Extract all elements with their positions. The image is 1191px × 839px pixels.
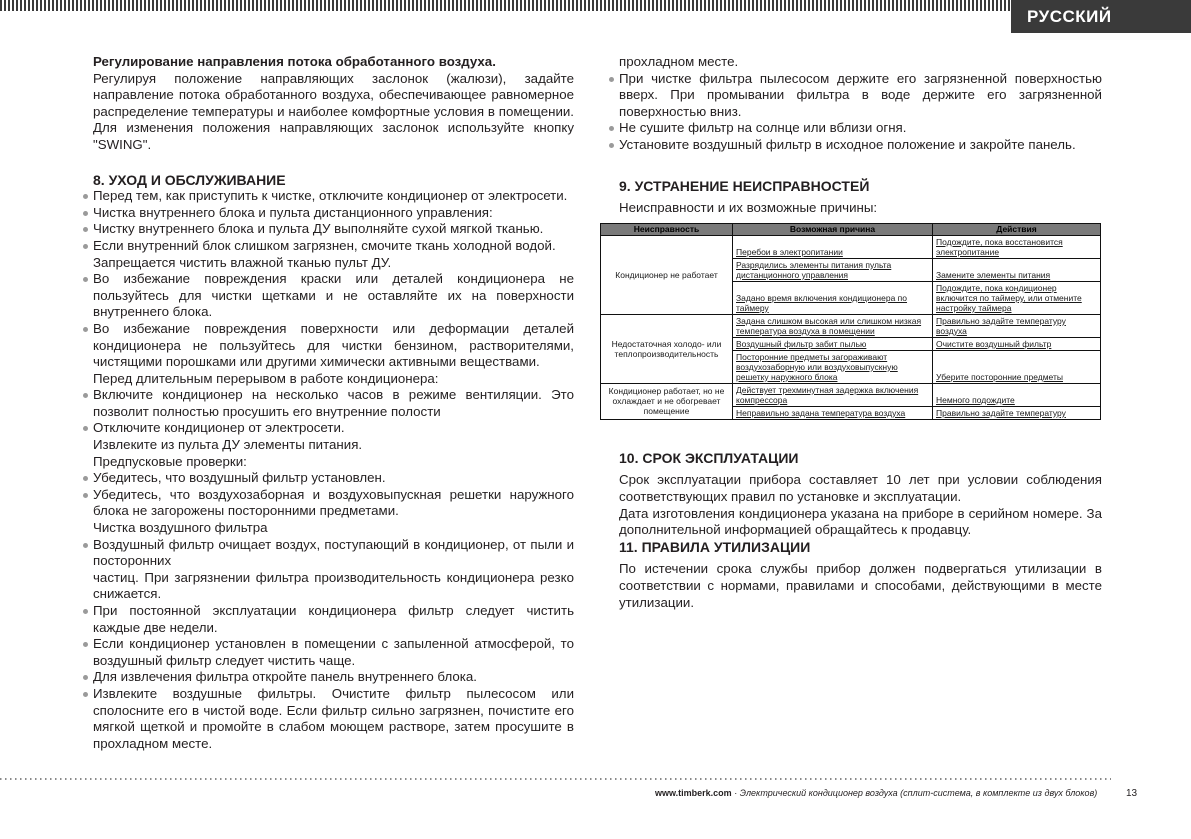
service-life-heading: 10. СРОК ЭКСПЛУАТАЦИИ bbox=[619, 449, 799, 466]
list-text: Чистка воздушного фильтра bbox=[93, 520, 268, 536]
cause-cell: Задана слишком высокая или слишком низкая температура воздуха в помещении bbox=[733, 314, 933, 337]
list-item: Для извлечения фильтра откройте панель внутреннего блока. bbox=[93, 669, 574, 686]
disposal-text: По истечении срока службы прибор должен подвергаться утилизации в соответствии с нормами, правилами и способами, действующими в месте утилизации. bbox=[619, 561, 1102, 610]
cause-cell: Задано время включения кондиционера по таймеру bbox=[733, 281, 933, 314]
list-item: Во избежание повреждения поверхности или деформации деталей кондиционера не пользуйтесь для чистки бензином, растворителями, чистящими порошками или другими химически активными веществами. bbox=[93, 320, 574, 370]
disposal-heading: 11. ПРАВИЛА УТИЛИЗАЦИИ bbox=[619, 538, 811, 555]
cause-cell: Посторонние предметы загораживают воздухозаборную или воздуховыпускную решетку наружного блока bbox=[733, 350, 933, 383]
list-item: Чистку внутреннего блока и пульта ДУ выполняйте сухой мягкой тканью. bbox=[93, 221, 574, 238]
list-item: Установите воздушный фильтр в исходное положение и закройте панель. bbox=[619, 137, 1102, 154]
symptom-cell: Кондиционер работает, но не охлаждает и не обогревает помещение bbox=[601, 383, 733, 419]
left-column bbox=[93, 54, 574, 752]
filter-care-list bbox=[619, 71, 1102, 154]
table-header-cell: Действия bbox=[933, 223, 1101, 235]
list-item: Чистка внутреннего блока и пульта дистанционного управления: bbox=[93, 205, 574, 222]
action-cell: Уберите посторонние предметы bbox=[933, 350, 1101, 383]
list-item: Если внутренний блок слишком загрязнен, смочите ткань холодной водой. bbox=[93, 238, 574, 255]
symptom-cell: Недостаточная холодо- или теплопроизводительность bbox=[601, 314, 733, 383]
list-item: Отключите кондиционер от электросети. bbox=[93, 420, 574, 437]
action-cell: Подождите, пока восстановится электропитание bbox=[933, 235, 1101, 258]
action-cell: Подождите, пока кондиционер включится по таймеру, или отмените настройку таймера bbox=[933, 281, 1101, 314]
continuation-text: прохладном месте. bbox=[619, 54, 739, 69]
symptom-cell: Кондиционер не работает bbox=[601, 235, 733, 314]
table-row bbox=[601, 383, 1101, 406]
header-stripe bbox=[0, 0, 1011, 11]
action-cell: Замените элементы питания bbox=[933, 258, 1101, 281]
cause-cell: Действует трехминутная задержка включения компрессора bbox=[733, 383, 933, 406]
list-item: Извлеките воздушные фильтры. Очистите фильтр пылесосом или сполосните его в чистой воде. Если фильтр сильно загрязнен, почистите его мягкой щеткой и промойте в слабом моющем растворе, затем просушите в прохладном месте. bbox=[93, 685, 574, 751]
table-row bbox=[601, 235, 1101, 258]
cause-cell: Воздушный фильтр забит пылью bbox=[733, 337, 933, 350]
cause-cell: Перебои в электропитании bbox=[733, 235, 933, 258]
action-cell: Немного подождите bbox=[933, 383, 1101, 406]
list-item: При постоянной эксплуатации кондиционера фильтр следует чистить каждые две недели. bbox=[93, 603, 574, 635]
action-cell: Правильно задайте температуру воздуха bbox=[933, 314, 1101, 337]
list-item: Перед тем, как приступить к чистке, отключите кондиционер от электросети. bbox=[93, 188, 574, 205]
airflow-paragraph: Регулируя положение направляющих заслонок (жалюзи), задайте направление потока обработанного воздуха, обеспечивающее равномерное распределение температуры и наиболее комфортные условия в помещении. Для изменения положения направляющих заслонок используйте кнопку "SWING". bbox=[93, 70, 574, 152]
right-column bbox=[608, 54, 1102, 611]
action-cell: Очистите воздушный фильтр bbox=[933, 337, 1101, 350]
product-description: · Электрический кондиционер воздуха (сплит-система, в комплекте из двух блоков) bbox=[734, 788, 1098, 798]
list-item: Убедитесь, что воздушный фильтр установлен. bbox=[93, 470, 574, 487]
table-header-cell: Неисправность bbox=[601, 223, 733, 235]
cause-cell: Разрядились элементы питания пульта дистанционного управления bbox=[733, 258, 933, 281]
list-item: Если кондиционер установлен в помещении с запыленной атмосферой, то воздушный фильтр следует чистить чаще. bbox=[93, 636, 574, 668]
footer-divider bbox=[0, 778, 1111, 780]
troubleshooting-intro: Неисправности и их возможные причины: bbox=[619, 200, 878, 216]
list-text: Извлеките из пульта ДУ элементы питания. bbox=[93, 437, 363, 453]
list-item: При чистке фильтра пылесосом держите его загрязненной поверхностью вверх. При промывании фильтра в воде держите его загрязненной поверхностью вниз. bbox=[619, 70, 1102, 119]
troubleshooting-table bbox=[600, 223, 1101, 420]
list-item: Включите кондиционер на несколько часов в режиме вентиляции. Это позволит полностью просушить его внутренние полости bbox=[93, 387, 574, 419]
list-text: частиц. При загрязнении фильтра производительность кондиционера резко снижается. bbox=[93, 569, 574, 602]
maintenance-heading: 8. УХОД И ОБСЛУЖИВАНИЕ bbox=[93, 171, 286, 188]
manufacture-date-text: Дата изготовления кондиционера указана на приборе в серийном номере. За дополнительной информацией обращайтесь к продавцу. bbox=[619, 505, 1102, 538]
cause-cell: Неправильно задана температура воздуха bbox=[733, 406, 933, 419]
list-text: Перед длительным перерывом в работе кондиционера: bbox=[93, 370, 439, 386]
service-life-text: Срок эксплуатации прибора составляет 10 лет при условии соблюдения соответствующих правил по установке и эксплуатации. bbox=[619, 472, 1102, 504]
list-item: Воздушный фильтр очищает воздух, поступающий в кондиционер, от пыли и посторонних bbox=[93, 536, 574, 569]
troubleshooting-heading: 9. УСТРАНЕНИЕ НЕИСПРАВНОСТЕЙ bbox=[619, 177, 870, 194]
airflow-heading: Регулирование направления потока обработанного воздуха. bbox=[93, 54, 496, 69]
action-cell: Правильно задайте температуру bbox=[933, 406, 1101, 419]
footer-text bbox=[655, 788, 1097, 798]
language-label: РУССКИЙ bbox=[1011, 0, 1191, 33]
table-row bbox=[601, 314, 1101, 337]
list-text: Предпусковые проверки: bbox=[93, 453, 247, 469]
website-link[interactable]: www.timberk.com bbox=[655, 788, 732, 798]
list-item: Во избежание повреждения краски или деталей кондиционера не пользуйтесь для чистки щетками и не оставляйте их на поверхности внутреннего блока. bbox=[93, 271, 574, 320]
table-header-cell: Возможная причина bbox=[733, 223, 933, 235]
maintenance-list bbox=[93, 188, 574, 752]
list-item: Убедитесь, что воздухозаборная и воздуховыпускная решетки наружного блока не загорожены посторонними предметами. bbox=[93, 486, 574, 519]
table-header-row bbox=[601, 223, 1101, 235]
page-number: 13 bbox=[1126, 788, 1138, 799]
list-item: Не сушите фильтр на солнце или вблизи огня. bbox=[619, 120, 1102, 137]
list-text: Запрещается чистить влажной тканью пульт ДУ. bbox=[93, 254, 392, 270]
